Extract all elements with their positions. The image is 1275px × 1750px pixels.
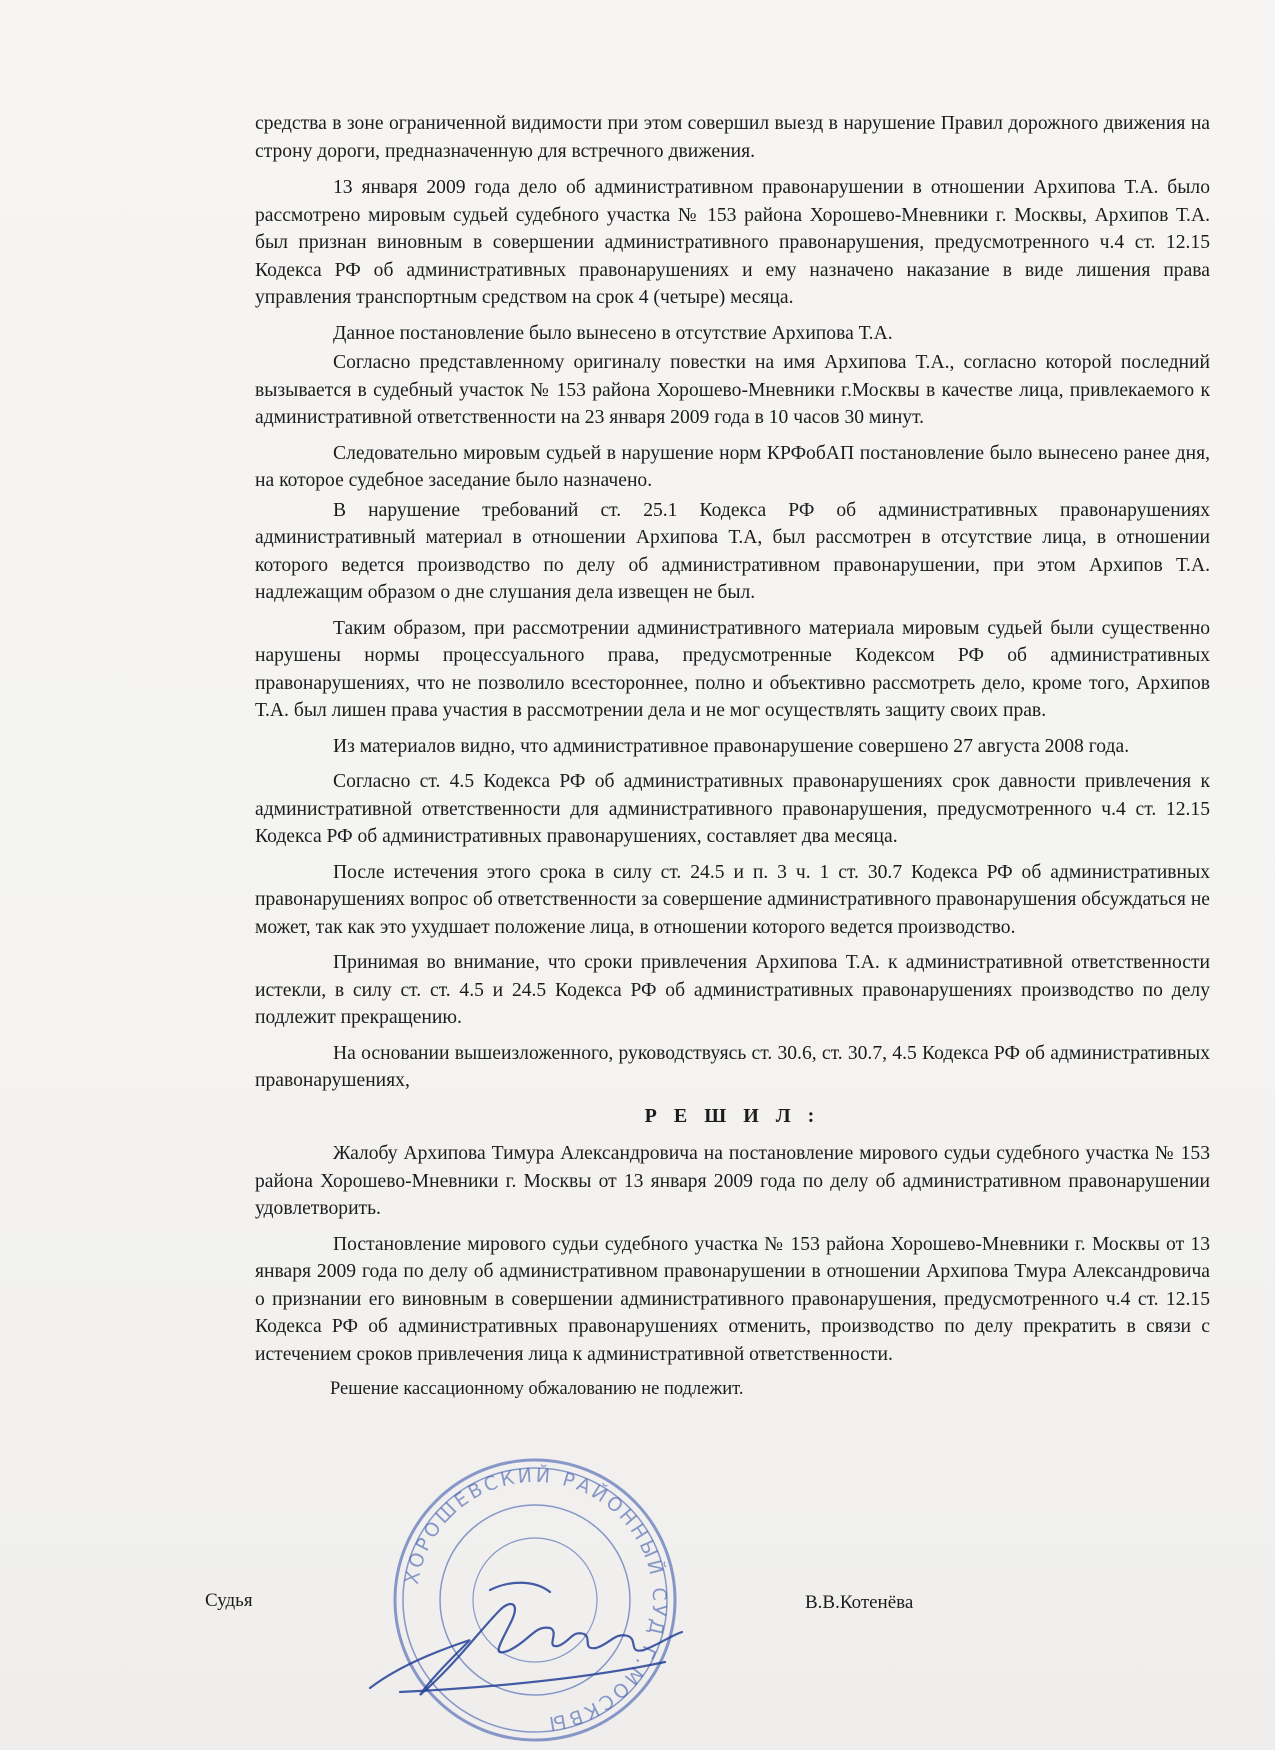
final-note: Решение кассационному обжалованию не подлежит.	[330, 1379, 744, 1399]
signature-role: Судья	[205, 1590, 253, 1611]
judge-signature	[360, 1570, 690, 1710]
signature-name: В.В.Котенёва	[805, 1592, 914, 1613]
paragraph: Согласно представленному оригиналу повестки на имя Архипова Т.А., согласно которой последний вызывается в судебный участок № 153 района Хорошево-Мневники г.Москвы в качестве лица, привлекаемого к административной ответственности на 23 января 2009 года в 10 часов 30 минут.	[255, 352, 1210, 428]
paragraph: После истечения этого срока в силу ст. 24.5 и п. 3 ч. 1 ст. 30.7 Кодекса РФ об административных правонарушениях вопрос об ответственности за совершение административного правонарушения обсуждаться не может, так как это ухудшает положение лица, в отношении которого ведется производство.	[255, 861, 1210, 938]
decision-paragraph: Жалобу Архипова Тимура Александровича на постановление мирового судьи судебного участка № 153 района Хорошево-Мневники г. Москвы от 13 января 2009 года по делу об административном правонарушении удовлетворить.	[255, 1143, 1210, 1219]
paragraph: Принимая во внимание, что сроки привлечения Архипова Т.А. к административной ответственности истекли, в силу ст. ст. 4.5 и 24.5 Кодекса РФ об административных правонарушениях производство по делу подлежит прекращению.	[255, 952, 1210, 1028]
paragraph: 13 января 2009 года дело об административном правонарушении в отношении Архипова Т.А. было рассмотрено мировым судьей судебного участка № 153 района Хорошево-Мневники г. Москвы, Архипов Т.А. был признан виновным в совершении административного правонарушения, предусмотренного ч.4 ст. 12.15 Кодекса РФ об административных правонарушениях и ему назначено наказание в виде лишения права управления транспортным средством на срок 4 (четыре) месяца.	[255, 177, 1210, 308]
paragraph: Согласно ст. 4.5 Кодекса РФ об административных правонарушениях срок давности привлечения к административной ответственности для административного правонарушения, предусмотренного ч.4 ст. 12.15 Кодекса РФ об административных правонарушениях, составляет два месяца.	[255, 771, 1210, 847]
decision-paragraph: Постановление мирового судьи судебного участка № 153 района Хорошево-Мневники г. Москвы от 13 января 2009 года по делу об административном правонарушении в отношении Архипова Тмура Александровича о признании его виновным в совершении административного правонарушения, предусмотренного ч.4 ст. 12.15 Кодекса РФ об административных правонарушениях отменить, производство по делу прекратить в связи с истечением сроков привлечения лица к административной ответственности.	[255, 1233, 1210, 1365]
document-body	[255, 110, 1210, 1404]
paragraph: Таким образом, при рассмотрении административного материала мировым судьей были существенно нарушены нормы процессуального права, предусмотренные Кодексом РФ об административных правонарушениях, что не позволило всестороннее, полно и объективно рассмотреть дело, кроме того, Архипов Т.А. был лишен права участия в рассмотрении дела и не мог осуществлять защиту своих прав.	[255, 617, 1210, 721]
paragraph: средства в зоне ограниченной видимости при этом совершил выезд в нарушение Правил дорожного движения на строну дороги, предназначенную для встречного движения.	[255, 113, 1210, 162]
decision-heading: Р Е Ш И Л :	[644, 1104, 821, 1127]
svg-text:ХОРОШЕВСКИЙ РАЙОННЫЙ СУД Г.МОС: ХОРОШЕВСКИЙ РАЙОННЫЙ СУД Г.МОСКВЫ	[400, 1464, 671, 1735]
paragraph: Данное постановление было вынесено в отсутствие Архипова Т.А.	[333, 322, 893, 344]
paragraph: Из материалов видно, что административное правонарушение совершено 27 августа 2008 года.	[333, 735, 1130, 757]
paragraph: В нарушение требований ст. 25.1 Кодекса РФ об административных правонарушениях административный материал в отношении Архипова Т.А, был рассмотрен в отсутствие лица, в отношении которого ведется производство по делу об административном правонарушении, при этом Архипов Т.А. надлежащим образом о дне слушания дела извещен не был.	[255, 499, 1210, 603]
paragraph: Следовательно мировым судьей в нарушение норм КРФобАП постановление было вынесено ранее дня, на которое судебное заседание было назначено.	[255, 442, 1210, 491]
paragraph: На основании вышеизложенного, руководствуясь ст. 30.6, ст. 30.7, 4.5 Кодекса РФ об административных правонарушениях,	[255, 1042, 1210, 1091]
